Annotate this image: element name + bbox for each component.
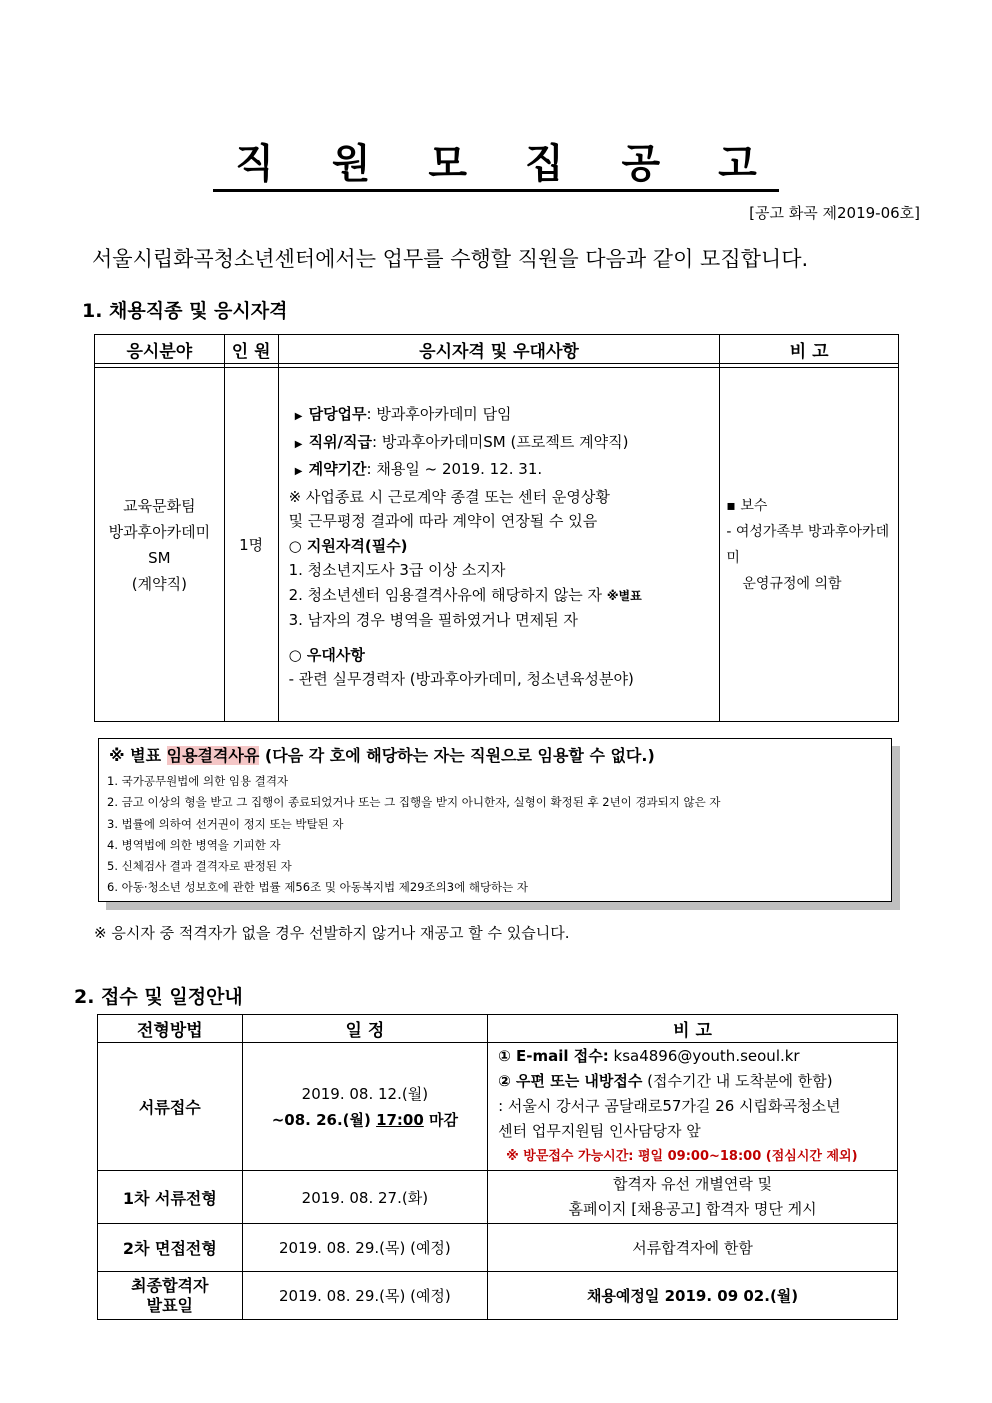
table-row: 2차 면접전형 2019. 08. 29.(목) (예정) 서류합격자에 한함	[98, 1224, 898, 1272]
header-remark: 비 고	[488, 1015, 898, 1043]
header-remark: 비 고	[720, 335, 899, 364]
disqualification-box	[98, 738, 892, 902]
section2-heading: 2. 접수 및 일정안내	[74, 986, 243, 1008]
header-field: 응시분야	[95, 335, 225, 364]
list-item: 2. 금고 이상의 형을 받고 그 집행이 종료되었거나 또는 그 집행을 받지 아니한자, 실형이 확정된 후 2년이 경과되지 않은 자	[107, 795, 721, 810]
schedule-table	[97, 1014, 898, 1320]
list-item: 6. 아동·청소년 성보호에 관한 법률 제56조 및 아동복지법 제29조의3에 해당하는 자	[107, 880, 529, 895]
list-item: 4. 병역법에 의한 병역을 기피한 자	[107, 837, 281, 852]
header-schedule: 일 정	[242, 1015, 487, 1043]
triangle-bullet-icon: ▶	[294, 438, 303, 450]
intro-text: 서울시립화곡청소년센터에서는 업무를 수행할 직원을 다음과 같이 모집합니다.	[92, 247, 809, 271]
no-qualified-note: ※ 응시자 중 적격자가 없을 경우 선발하지 않거나 재공고 할 수 있습니다.	[94, 924, 570, 942]
section1-heading: 1. 채용직종 및 응시자격	[82, 300, 288, 322]
list-item: 1. 국가공무원법에 의한 임용 결격자	[107, 774, 289, 788]
disqualification-list	[107, 771, 721, 899]
table-row: 최종합격자 발표일 2019. 08. 29.(목) (예정) 채용예정일 2019. 09 02.(월)	[98, 1272, 898, 1320]
triangle-bullet-icon: ▶	[294, 466, 303, 477]
triangle-bullet-icon: ▶	[294, 411, 303, 422]
page-title: 직 원 모 집 공 고	[0, 132, 992, 189]
table-row: 1차 서류전형 2019. 08. 27.(화) 합격자 유선 개별연락 및 홈페이지 [채용공고] 합격자 명단 게시	[98, 1171, 898, 1224]
table-row: 서류접수 2019. 08. 12.(월) ~08. 26.(월) 17:00 마감 ① E-mail 접수: ksa4896@youth.seoul.kr ② 우편 또는 내방접수 (접수기간 내 도착분에 한함) : 서울시 강서구 곰달래로57가길 26 시립화곡청소년 센터 업무지원팀 인사담당자 앞 ※ 방문접수 가능시간: 평일 09:00~18:00 (점심시간 제외)	[98, 1043, 898, 1171]
qualification-cell: ▶ 담당업무: 방과후아카데미 담임 ▶ 직위/직급: 방과후아카데미SM (프로젝트 계약직) ▶ 계약기간: 채용일 ~ 2019. 12. 31. ※ 사업종료 시 근로계약 종결 또는 센터 운영상황 및 근무평정 결과에 따라 계약이 연장될 수 있음 ○ 지원자격(필수) 1. 청소년지도사 3급 이상 소지자 2. 청소년센터 임용결격사유에 해당하지 않는 자 ※별표 3. 남자의 경우 병역을 필하였거나 면제된 자 ○ 우대사항 - 관련 실무경력자 (방과후아카데미, 청소년육성분야)	[278, 368, 720, 722]
header-count: 인 원	[224, 335, 278, 364]
notice-number: [공고 화곡 제2019-06호]	[749, 204, 920, 222]
field-cell: 교육문화팀 방과후아카데미 SM (계약직)	[95, 368, 225, 722]
remark-cell: ▪ 보수 - 여성가족부 방과후아카데미 운영규정에 의함	[720, 368, 899, 722]
qualification-table	[94, 334, 899, 722]
disqualification-heading: ※ 별표 임용결격사유 (다음 각 호에 해당하는 자는 직원으로 임용할 수 없다.)	[109, 746, 655, 765]
header-method: 전형방법	[98, 1015, 243, 1043]
count-cell: 1명	[224, 368, 278, 722]
header-qualification: 응시자격 및 우대사항	[278, 335, 720, 364]
list-item: 5. 신체검사 결과 결격자로 판정된 자	[107, 859, 292, 874]
list-item: 3. 법률에 의하여 선거권이 정지 또는 박탈된 자	[107, 816, 344, 831]
